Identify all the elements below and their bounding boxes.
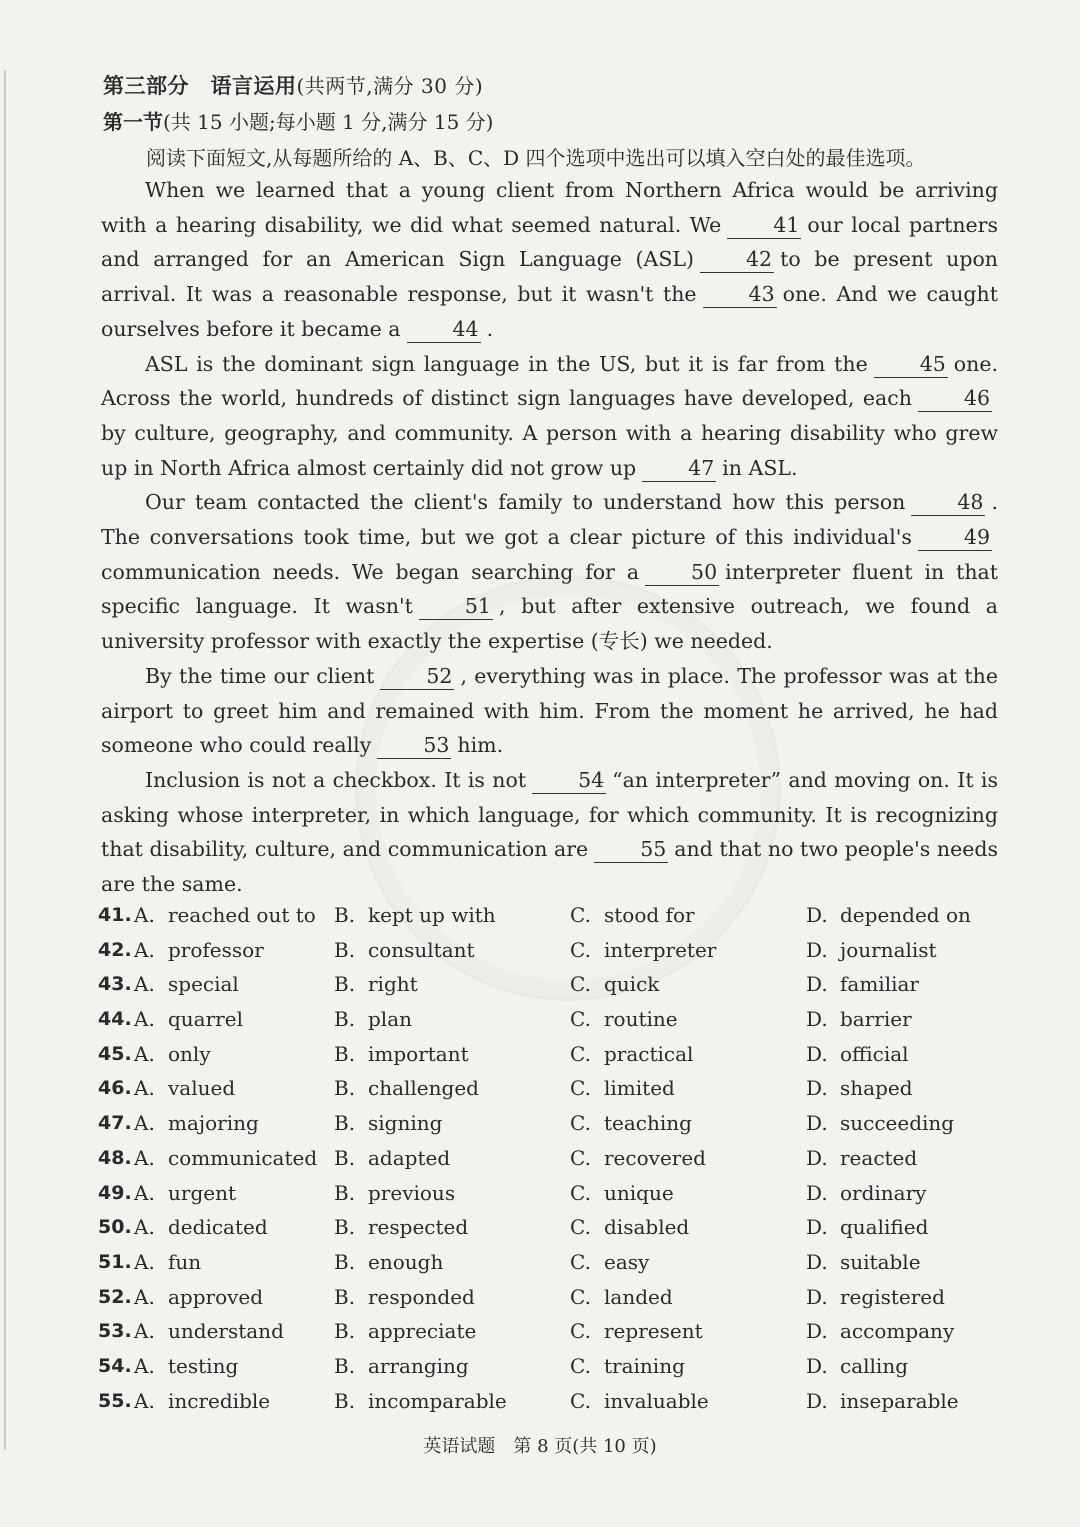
part-subtitle: (共 15 小题;每小题 1 分,满分 15 分) [163, 110, 494, 134]
option-letter: C. [570, 1249, 591, 1274]
option-b[interactable] [334, 1106, 442, 1141]
option-a[interactable] [134, 1106, 259, 1141]
question-number: 44. [98, 1008, 132, 1031]
option-d[interactable] [806, 1176, 926, 1211]
option-text: shaped [840, 1076, 913, 1101]
option-letter: A. [134, 1076, 155, 1101]
option-text: barrier [840, 1007, 912, 1032]
option-text: invaluable [604, 1388, 709, 1413]
question-number: 55. [98, 1389, 132, 1412]
option-d[interactable] [806, 898, 971, 933]
option-text: disabled [604, 1215, 690, 1240]
blank-42[interactable]: 42 [700, 246, 774, 273]
option-letter: D. [806, 1180, 828, 1205]
option-a[interactable] [134, 1384, 270, 1419]
option-c[interactable] [570, 1037, 693, 1072]
option-letter: D. [806, 903, 828, 927]
option-letter: B. [334, 1007, 356, 1032]
passage-text: “an interpreter” and moving on. It is asking whose interpreter, in which language, for which community. It is recognizing that disability, culture, and communication are [101, 767, 998, 862]
page-footer: 英语试题 第 8 页(共 10 页) [423, 1436, 657, 1457]
option-text: appreciate [368, 1319, 477, 1344]
option-c[interactable] [570, 1106, 692, 1141]
option-text: right [368, 972, 418, 997]
option-letter: C. [570, 1076, 591, 1101]
option-d[interactable] [806, 1037, 909, 1072]
passage-text: When we learned that a young client from Northern Africa would be arriving with a hearing disability, we did what seemed natural. We [101, 178, 998, 237]
option-text: responded [368, 1284, 475, 1309]
option-letter: C. [570, 937, 591, 962]
option-text: depended on [840, 903, 971, 927]
option-letter: C. [570, 1145, 591, 1170]
question-number: 41. [98, 904, 132, 926]
option-b[interactable] [334, 1141, 450, 1176]
option-d[interactable] [806, 1314, 954, 1349]
option-text: landed [604, 1284, 673, 1309]
question-number: 54. [98, 1354, 132, 1377]
part-title [103, 106, 493, 135]
option-text: interpreter [604, 937, 717, 962]
option-letter: A. [134, 937, 155, 962]
section-subtitle: (共两节,满分 30 分) [296, 74, 484, 98]
option-a[interactable] [134, 1314, 284, 1349]
option-letter: A. [134, 1180, 155, 1205]
passage-text: to be present upon arrival. It was a reasonable response, but it wasn't the [101, 247, 998, 307]
option-letter: C. [570, 1180, 591, 1205]
option-b[interactable] [334, 967, 418, 1002]
section-title-text: 第三部分 语言运用 [103, 73, 297, 98]
option-letter: D. [806, 1249, 828, 1274]
option-text: understand [168, 1319, 284, 1344]
option-letter: D. [806, 1284, 828, 1309]
option-text: calling [840, 1353, 908, 1378]
question-number: 48. [98, 1146, 132, 1169]
passage-text: interpreter fluent in that specific language. It wasn't [101, 559, 998, 619]
option-d[interactable] [806, 1280, 945, 1315]
option-letter: B. [334, 1145, 356, 1170]
option-a[interactable] [134, 1210, 268, 1245]
option-letter: D. [806, 1388, 828, 1413]
option-letter: C. [570, 1111, 591, 1136]
instruction: 阅读下面短文,从每题所给的 A、B、C、D 四个选项中选出可以填入空白处的最佳选项。 [146, 146, 926, 170]
option-text: challenged [368, 1076, 479, 1101]
option-b[interactable] [334, 898, 496, 933]
option-text: plan [368, 1007, 413, 1032]
option-text: arranging [368, 1353, 469, 1378]
blank-41[interactable]: 41 [727, 212, 801, 239]
option-letter: B. [334, 1353, 356, 1378]
blank-53[interactable]: 53 [377, 732, 451, 759]
option-letter: D. [806, 1111, 828, 1136]
option-text: approved [168, 1284, 264, 1309]
part-title-text: 第一节 [103, 110, 163, 134]
option-letter: A. [134, 1388, 155, 1413]
option-text: routine [604, 1007, 678, 1032]
option-b[interactable] [334, 1349, 469, 1384]
option-text: professor [168, 937, 264, 962]
option-row [98, 1314, 998, 1349]
option-row [98, 933, 998, 968]
question-number: 50. [98, 1216, 132, 1239]
option-a[interactable] [134, 1141, 317, 1176]
option-b[interactable] [334, 1176, 455, 1211]
option-row [98, 1245, 998, 1280]
option-b[interactable] [334, 1037, 469, 1072]
option-c[interactable] [570, 967, 659, 1002]
option-letter: A. [134, 972, 155, 997]
option-letter: B. [334, 1388, 356, 1413]
option-letter: D. [806, 1076, 828, 1101]
option-letter: D. [806, 1041, 828, 1066]
option-d[interactable] [806, 1071, 913, 1106]
option-letter: A. [134, 1353, 155, 1378]
option-a[interactable] [134, 1280, 263, 1315]
paragraph-4 [101, 659, 998, 763]
passage [101, 173, 998, 902]
option-text: represent [604, 1319, 703, 1344]
option-letter: A. [134, 1249, 155, 1274]
option-letter: D. [806, 1319, 828, 1344]
option-letter: C. [570, 1041, 591, 1066]
option-row [98, 1210, 998, 1245]
option-letter: D. [806, 1007, 828, 1032]
option-c[interactable] [570, 933, 716, 968]
passage-text: by culture, geography, and community. A person with a hearing disability who grew up in North Africa almost certainly did not grow up [101, 420, 998, 480]
option-letter: B. [334, 1284, 356, 1309]
option-letter: A. [134, 1284, 155, 1309]
passage-text: one. And we caught ourselves before it became a [101, 282, 998, 341]
option-text: reacted [840, 1145, 918, 1170]
option-a[interactable] [134, 1037, 211, 1072]
option-letter: A. [134, 1111, 155, 1136]
option-letter: B. [334, 1319, 356, 1344]
passage-text: Our team contacted the client's family to understand how this person [145, 490, 906, 515]
option-d[interactable] [806, 1245, 921, 1280]
option-b[interactable] [334, 1071, 479, 1106]
option-letter: C. [570, 1007, 591, 1032]
option-text: easy [604, 1249, 650, 1274]
option-row [98, 1384, 998, 1419]
blank-45[interactable]: 45 [874, 351, 948, 378]
option-row [98, 1349, 998, 1384]
passage-text: in ASL. [722, 455, 798, 480]
option-text: only [168, 1041, 211, 1066]
option-text: incomparable [368, 1388, 507, 1413]
blank-46[interactable]: 46 [918, 385, 992, 412]
option-b[interactable] [334, 1314, 476, 1349]
option-letter: A. [134, 1007, 155, 1032]
option-b[interactable] [334, 1210, 468, 1245]
blank-51[interactable]: 51 [419, 593, 493, 620]
option-letter: A. [134, 1319, 155, 1344]
option-letter: C. [570, 1319, 591, 1344]
option-text: consultant [368, 937, 475, 962]
option-letter: B. [334, 937, 356, 962]
option-letter: C. [570, 1284, 591, 1309]
option-a[interactable] [134, 1245, 201, 1280]
question-number: 45. [98, 1042, 132, 1065]
option-text: journalist [840, 937, 937, 962]
option-text: signing [368, 1111, 443, 1136]
option-text: respected [368, 1215, 469, 1240]
passage-text: ASL is the dominant sign language in the US, but it is far from the [145, 351, 868, 376]
blank-50[interactable]: 50 [645, 559, 719, 586]
option-d[interactable] [806, 1384, 959, 1419]
option-text: recovered [604, 1145, 706, 1170]
passage-text: , but after extensive outreach, we found a university professor with exactly the expertise (专长) we needed. [101, 594, 998, 654]
option-text: incredible [168, 1388, 271, 1413]
question-number: 49. [98, 1181, 132, 1204]
section-title [103, 70, 483, 100]
option-letter: A. [134, 1215, 155, 1240]
option-text: valued [168, 1076, 236, 1101]
option-d[interactable] [806, 933, 937, 968]
option-letter: A. [134, 903, 155, 927]
option-d[interactable] [806, 1210, 928, 1245]
question-number: 52. [98, 1285, 132, 1308]
option-letter: B. [334, 1215, 356, 1240]
option-letter: D. [806, 937, 828, 962]
option-row [98, 1176, 998, 1211]
option-c[interactable] [570, 1245, 649, 1280]
option-text: quick [604, 972, 660, 997]
option-row [98, 1002, 998, 1037]
option-letter: D. [806, 972, 828, 997]
blank-48[interactable]: 48 [911, 489, 985, 516]
passage-text: our local partners and arranged for an American Sign Language (ASL) [101, 212, 998, 272]
option-text: limited [604, 1076, 675, 1101]
passage-text: , everything was in place. The professor was at the airport to greet him and remained with him. From the moment he arrived, he had someone who could really [101, 663, 998, 758]
option-c[interactable] [570, 898, 695, 933]
blank-49[interactable]: 49 [918, 524, 992, 551]
option-letter: C. [570, 1353, 591, 1378]
passage-text: and that no two people's needs are the same. [101, 837, 998, 897]
option-text: communicated [168, 1145, 318, 1170]
question-number: 46. [98, 1077, 132, 1100]
option-a[interactable] [134, 1002, 243, 1037]
option-c[interactable] [570, 1314, 703, 1349]
question-number: 53. [98, 1320, 132, 1343]
option-letter: B. [334, 1041, 356, 1066]
option-d[interactable] [806, 967, 919, 1002]
option-row [98, 967, 998, 1002]
paragraph-3 [101, 485, 998, 659]
passage-text: him. [457, 733, 504, 758]
option-text: training [604, 1353, 685, 1378]
option-letter: B. [334, 1180, 356, 1205]
option-text: reached out to [168, 903, 316, 927]
option-b[interactable] [334, 933, 475, 968]
option-text: qualified [840, 1215, 929, 1240]
option-b[interactable] [334, 1245, 443, 1280]
option-a[interactable] [134, 967, 239, 1002]
option-text: inseparable [840, 1388, 959, 1413]
option-letter: D. [806, 1353, 828, 1378]
option-c[interactable] [570, 1210, 689, 1245]
blank-52[interactable]: 52 [380, 663, 454, 690]
passage-text: Inclusion is not a checkbox. It is not [145, 767, 527, 792]
option-text: enough [368, 1249, 444, 1274]
option-letter: A. [134, 1041, 155, 1066]
option-d[interactable] [806, 1349, 908, 1384]
option-letter: C. [570, 903, 591, 927]
passage-text: one. Across the world, hundreds of distinct sign languages have developed, each [101, 351, 998, 411]
option-row [98, 1280, 998, 1315]
paragraph-5 [101, 763, 998, 902]
passage-text: communication needs. We began searching for a [101, 559, 640, 584]
option-row [98, 1106, 998, 1141]
option-text: dedicated [168, 1215, 268, 1240]
option-text: important [368, 1041, 469, 1066]
option-c[interactable] [570, 1384, 709, 1419]
option-b[interactable] [334, 1002, 412, 1037]
option-text: unique [604, 1180, 674, 1205]
blank-43[interactable]: 43 [703, 281, 777, 308]
option-text: quarrel [168, 1007, 243, 1032]
option-letter: B. [334, 972, 356, 997]
blank-44[interactable]: 44 [407, 316, 481, 343]
option-b[interactable] [334, 1384, 507, 1419]
option-text: adapted [368, 1145, 451, 1170]
option-a[interactable] [134, 898, 316, 933]
passage-text: . [486, 316, 494, 341]
option-letter: D. [806, 1215, 828, 1240]
passage-text: By the time our client [145, 663, 375, 688]
option-text: majoring [168, 1111, 259, 1136]
option-row [98, 1141, 998, 1176]
option-letter: B. [334, 903, 356, 927]
answer-options [98, 898, 998, 1418]
option-letter: C. [570, 1388, 591, 1413]
option-text: practical [604, 1041, 694, 1066]
paragraph-2 [101, 347, 998, 486]
option-text: stood for [604, 903, 695, 927]
option-d[interactable] [806, 1141, 917, 1176]
option-text: kept up with [368, 903, 496, 927]
option-c[interactable] [570, 1141, 706, 1176]
option-text: ordinary [840, 1180, 927, 1205]
option-text: special [168, 972, 239, 997]
question-number: 51. [98, 1250, 132, 1273]
option-text: teaching [604, 1111, 692, 1136]
passage-text: . The conversations took time, but we got a clear picture of this individual's [101, 490, 998, 550]
option-row [98, 1037, 998, 1072]
option-c[interactable] [570, 1176, 674, 1211]
question-number: 47. [98, 1112, 132, 1135]
option-letter: D. [806, 1145, 828, 1170]
option-a[interactable] [134, 1071, 235, 1106]
blank-47[interactable]: 47 [642, 455, 716, 482]
option-a[interactable] [134, 1349, 238, 1384]
option-c[interactable] [570, 1349, 685, 1384]
option-d[interactable] [806, 1002, 912, 1037]
option-b[interactable] [334, 1280, 475, 1315]
option-d[interactable] [806, 1106, 954, 1141]
option-letter: A. [134, 1145, 155, 1170]
question-number: 42. [98, 938, 132, 961]
option-text: testing [168, 1353, 239, 1378]
option-c[interactable] [570, 1071, 675, 1106]
option-text: familiar [840, 972, 919, 997]
option-letter: B. [334, 1249, 356, 1274]
option-text: previous [368, 1180, 456, 1205]
option-row [98, 898, 998, 933]
option-letter: B. [334, 1076, 356, 1101]
paragraph-1 [101, 173, 998, 347]
question-number: 43. [98, 973, 132, 996]
option-letter: C. [570, 972, 591, 997]
option-text: accompany [840, 1319, 955, 1344]
binding-rule [4, 70, 6, 1450]
option-a[interactable] [134, 1176, 236, 1211]
blank-55[interactable]: 55 [594, 836, 668, 863]
option-text: succeeding [840, 1111, 955, 1136]
option-text: registered [840, 1284, 945, 1309]
option-text: urgent [168, 1180, 236, 1205]
option-text: fun [168, 1249, 202, 1274]
option-letter: B. [334, 1111, 356, 1136]
option-letter: C. [570, 1215, 591, 1240]
option-text: suitable [840, 1249, 921, 1274]
blank-54[interactable]: 54 [532, 767, 606, 794]
option-row [98, 1071, 998, 1106]
option-c[interactable] [570, 1002, 678, 1037]
option-text: official [840, 1041, 909, 1066]
option-c[interactable] [570, 1280, 673, 1315]
option-a[interactable] [134, 933, 264, 968]
